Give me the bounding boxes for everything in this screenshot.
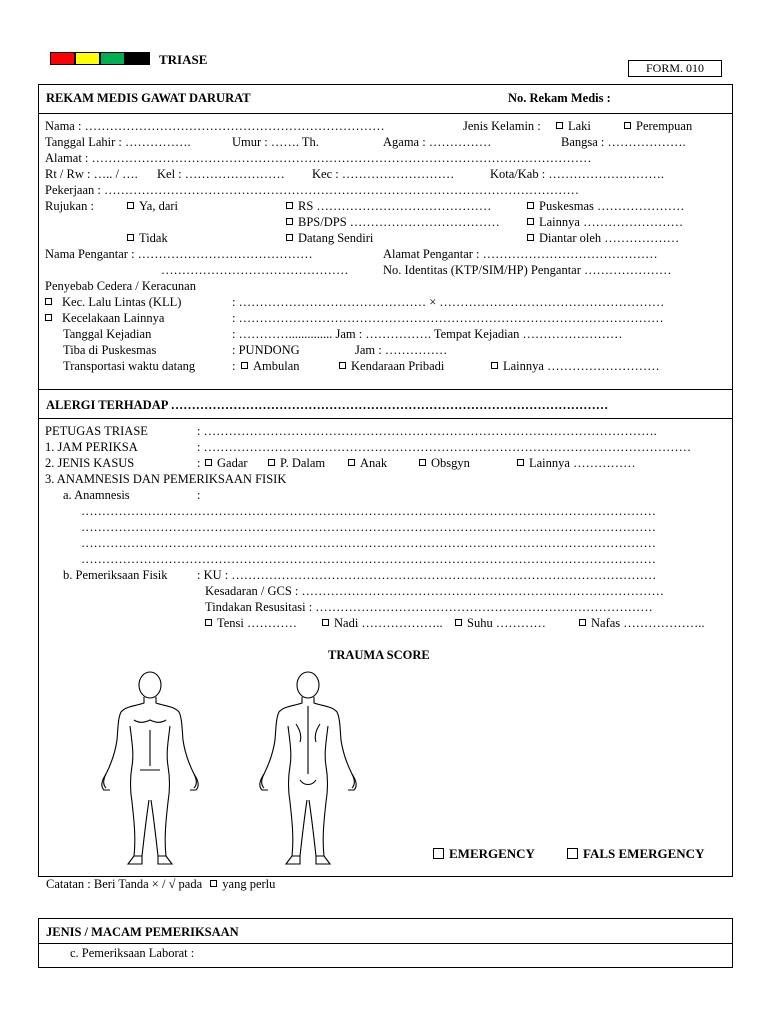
- kel-field[interactable]: Kel : ……………………: [157, 167, 285, 181]
- checkbox-icon: [205, 459, 212, 466]
- bangsa-field[interactable]: Bangsa : ……………….: [561, 135, 686, 149]
- catatan-note: Catatan : Beri Tanda × / √ pada yang perlu: [46, 877, 276, 891]
- jenis-pemeriksaan-title: JENIS / MACAM PEMERIKSAAN: [46, 925, 239, 939]
- nadi-checkbox[interactable]: Nadi ………………..: [322, 616, 443, 631]
- checkbox-icon: [348, 459, 355, 466]
- rt-rw-field[interactable]: Rt / Rw : ….. / ….: [45, 167, 138, 181]
- checkbox-icon: [433, 848, 444, 859]
- perempuan-checkbox[interactable]: Perempuan: [624, 119, 692, 134]
- anamnesis-label: a. Anamnesis: [63, 488, 130, 502]
- checkbox-icon: [517, 459, 524, 466]
- kll-value[interactable]: : ……………………………………… × ………………………………………………: [232, 295, 665, 309]
- form-number: FORM. 010: [645, 61, 704, 75]
- checkbox-icon: [205, 619, 212, 626]
- tanggal-lahir-field[interactable]: Tanggal Lahir : …………….: [45, 135, 191, 149]
- fals-emergency-checkbox[interactable]: FALS EMERGENCY: [567, 846, 704, 862]
- checkbox-icon: [45, 298, 52, 305]
- alamat-field[interactable]: Alamat : …………………………………………………………………………………………………………: [45, 151, 592, 165]
- gadar-checkbox[interactable]: Gadar: [205, 456, 248, 471]
- checkbox-icon: [268, 459, 275, 466]
- anamnesis-line[interactable]: …………………………………………………………………………………………………………………………: [81, 520, 656, 534]
- checkbox-icon: [567, 848, 578, 859]
- checkbox-icon: [286, 218, 293, 225]
- alamat-pengantar-field[interactable]: Alamat Pengantar : ……………………………………: [383, 247, 658, 261]
- anamnesis-section-title: 3. ANAMNESIS DAN PEMERIKSAAN FISIK: [45, 472, 287, 486]
- kasus-lainnya-checkbox[interactable]: Lainnya ……………: [517, 456, 636, 471]
- checkbox-icon: [556, 122, 563, 129]
- checkbox-icon: [527, 218, 534, 225]
- penyebab-cedera-title: Penyebab Cedera / Keracunan: [45, 279, 196, 293]
- colon: :: [232, 359, 236, 373]
- transportasi-label: Transportasi waktu datang: [63, 359, 196, 373]
- alamat-pengantar-continued[interactable]: ………………………………………: [161, 263, 349, 277]
- checkbox-icon: [322, 619, 329, 626]
- feet: [128, 856, 172, 864]
- pemeriksaan-fisik-label: b. Pemeriksaan Fisik: [63, 568, 168, 582]
- nafas-checkbox[interactable]: Nafas ………………..: [579, 616, 705, 631]
- anamnesis-line[interactable]: …………………………………………………………………………………………………………………………: [81, 504, 656, 518]
- no-identitas-field[interactable]: No. Identitas (KTP/SIM/HP) Pengantar …………………: [383, 263, 672, 277]
- checkbox-icon: [210, 880, 217, 887]
- tidak-checkbox[interactable]: Tidak: [127, 231, 168, 246]
- jenis-kelamin-label: Jenis Kelamin :: [463, 119, 541, 133]
- ambulan-checkbox[interactable]: Ambulan: [241, 359, 300, 374]
- jenis-kasus-label: 2. JENIS KASUS: [45, 456, 135, 470]
- umur-field[interactable]: Umur : ……. Th.: [232, 135, 319, 149]
- divider: [38, 113, 732, 114]
- checkbox-icon: [527, 234, 534, 241]
- kec-field[interactable]: Kec : ………………………: [312, 167, 455, 181]
- nama-field[interactable]: Nama : ………………………………………………………………: [45, 119, 385, 133]
- datang-sendiri-checkbox[interactable]: Datang Sendiri: [286, 231, 373, 246]
- hands: [260, 774, 356, 790]
- divider: [38, 389, 732, 390]
- puskesmas-checkbox[interactable]: Puskesmas …………………: [527, 199, 685, 214]
- kesadaran-field[interactable]: Kesadaran / GCS : ……………………………………………………………………………: [205, 584, 665, 598]
- bps-dps-checkbox[interactable]: BPS/DPS ………………………………: [286, 215, 500, 230]
- form-number-box: [628, 60, 722, 77]
- checkbox-icon: [419, 459, 426, 466]
- checkbox-icon: [241, 362, 248, 369]
- head: [139, 672, 161, 698]
- hands: [102, 774, 198, 790]
- back-lines: [296, 706, 320, 785]
- p-dalam-checkbox[interactable]: P. Dalam: [268, 456, 325, 471]
- body-back-diagram[interactable]: [252, 670, 364, 868]
- jam-periksa-value[interactable]: : ………………………………………………………………………………………………………: [197, 440, 692, 454]
- petugas-value[interactable]: : ……………………………………………………………………………………………….: [197, 424, 657, 438]
- nama-pengantar-field[interactable]: Nama Pengantar : ……………………………………: [45, 247, 313, 261]
- ku-field[interactable]: : KU : …………………………………………………………………………………………: [197, 568, 657, 582]
- colon: :: [197, 488, 201, 502]
- jam-periksa-label: 1. JAM PERIKSA: [45, 440, 138, 454]
- checkbox-icon: [624, 122, 631, 129]
- ya-dari-checkbox[interactable]: Ya, dari: [127, 199, 178, 214]
- checkbox-icon: [579, 619, 586, 626]
- body-front-diagram[interactable]: [94, 670, 206, 868]
- tanggal-kejadian-value[interactable]: : ………….............. Jam : ……………. Tempat Kejadian ……………………: [232, 327, 623, 341]
- agama-field[interactable]: Agama : ……………: [383, 135, 492, 149]
- kendaraan-pribadi-checkbox[interactable]: Kendaraan Pribadi: [339, 359, 444, 374]
- obsgyn-checkbox[interactable]: Obsgyn: [419, 456, 470, 471]
- tiba-value[interactable]: : PUNDONG: [232, 343, 300, 357]
- checkbox-icon: [45, 314, 52, 321]
- color-red: [50, 52, 75, 65]
- pekerjaan-field[interactable]: Pekerjaan : ……………………………………………………………………………………………………: [45, 183, 580, 197]
- tanggal-kejadian-label: Tanggal Kejadian: [63, 327, 152, 341]
- rujukan-lainnya-checkbox[interactable]: Lainnya ……………………: [527, 215, 683, 230]
- color-yellow: [75, 52, 100, 65]
- chest-lines: [134, 720, 166, 770]
- checkbox-icon: [455, 619, 462, 626]
- checkbox-icon: [491, 362, 498, 369]
- rekam-medis-number-label[interactable]: No. Rekam Medis :: [508, 91, 611, 105]
- kecelakaan-lainnya-checkbox[interactable]: Kecelakaan Lainnya: [45, 311, 164, 326]
- checkbox-icon: [527, 202, 534, 209]
- divider: [38, 418, 732, 419]
- tindakan-resusitasi-field[interactable]: Tindakan Resusitasi : ………………………………………………………………………: [205, 600, 653, 614]
- rs-checkbox[interactable]: RS ……………………………………: [286, 199, 491, 214]
- laki-checkbox[interactable]: Laki: [556, 119, 591, 134]
- checkbox-icon: [339, 362, 346, 369]
- colon: :: [197, 456, 201, 470]
- head: [297, 672, 319, 698]
- diantar-oleh-checkbox[interactable]: Diantar oleh ………………: [527, 231, 679, 246]
- alergi-field[interactable]: ALERGI TERHADAP ……………………………………………………………………………………………: [46, 398, 609, 412]
- triase-title: TRIASE: [159, 52, 208, 67]
- kota-field[interactable]: Kota/Kab : ……………………….: [490, 167, 664, 181]
- feet: [286, 856, 330, 864]
- petugas-label: PETUGAS TRIASE: [45, 424, 148, 438]
- checkbox-icon: [127, 202, 134, 209]
- tiba-label: Tiba di Puskesmas: [63, 343, 157, 357]
- anamnesis-line[interactable]: …………………………………………………………………………………………………………………………: [81, 536, 656, 550]
- checkbox-icon: [286, 234, 293, 241]
- kecelakaan-lainnya-value[interactable]: : …………………………………………………………………………………………: [232, 311, 664, 325]
- anak-checkbox[interactable]: Anak: [348, 456, 387, 471]
- rujukan-label: Rujukan :: [45, 199, 94, 213]
- checkbox-icon: [127, 234, 134, 241]
- divider: [38, 943, 732, 944]
- suhu-checkbox[interactable]: Suhu …………: [455, 616, 546, 631]
- color-black: [125, 52, 150, 65]
- tiba-jam[interactable]: Jam : ……………: [355, 343, 448, 357]
- checkbox-icon: [286, 202, 293, 209]
- tensi-checkbox[interactable]: Tensi …………: [205, 616, 297, 631]
- trauma-score-title: TRAUMA SCORE: [328, 648, 430, 662]
- transportasi-lainnya-checkbox[interactable]: Lainnya ………………………: [491, 359, 660, 374]
- anamnesis-line[interactable]: …………………………………………………………………………………………………………………………: [81, 552, 656, 566]
- kll-checkbox[interactable]: Kec. Lalu Lintas (KLL): [45, 295, 181, 310]
- pemeriksaan-laborat-field[interactable]: c. Pemeriksaan Laborat :: [70, 946, 195, 960]
- color-green: [100, 52, 125, 65]
- record-title: REKAM MEDIS GAWAT DARURAT: [46, 91, 251, 105]
- emergency-checkbox[interactable]: EMERGENCY: [433, 846, 535, 862]
